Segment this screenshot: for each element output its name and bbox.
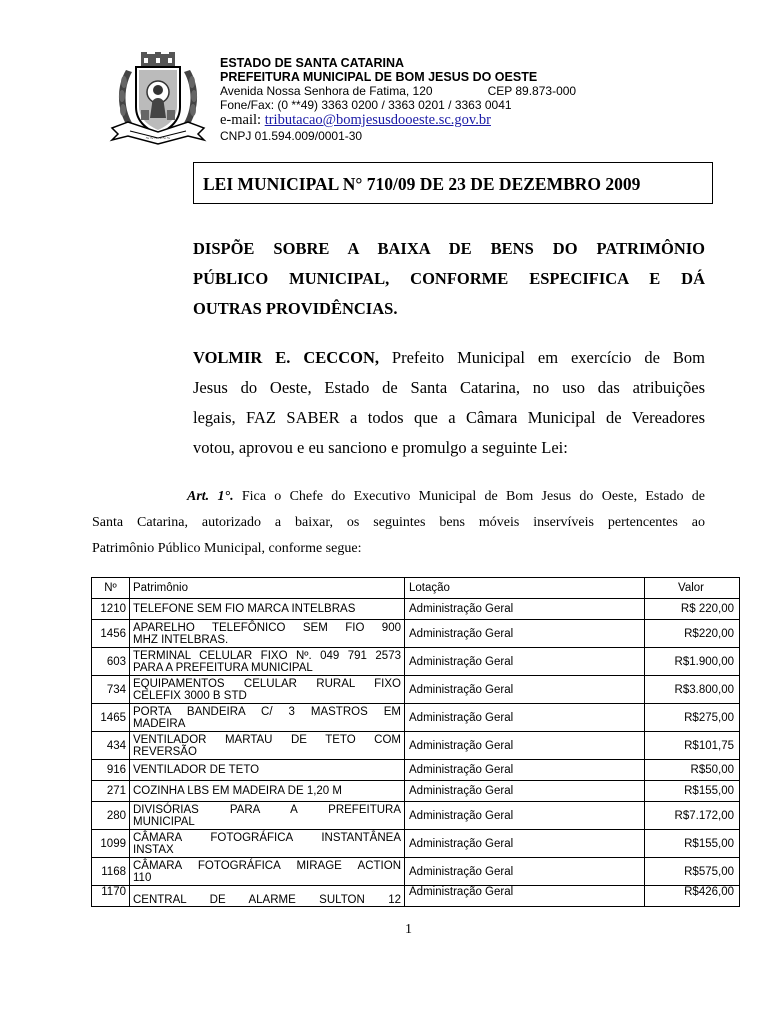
cell-location: Administração Geral [405,760,645,781]
phone-line: Fone/Fax: (0 **49) 3363 0200 / 3363 0201 / 3363 0041 [220,98,512,112]
cell-value: R$50,00 [645,760,740,781]
header-value: Valor [645,578,740,599]
ementa-line: PÚBLICO MUNICIPAL, CONFORME ESPECIFICA E DÁ [193,269,705,288]
cell-num: 1168 [92,858,130,886]
cell-item-line: MUNICIPAL [133,815,195,828]
cell-value: R$3.800,00 [645,676,740,704]
table-row [92,781,740,802]
cell-num: 1210 [92,599,130,620]
cell-item [130,648,405,676]
cell-item [130,704,405,732]
cell-location: Administração Geral [405,830,645,858]
preamble-line: votou, aprovou e eu sanciono e promulgo a seguinte Lei: [193,438,568,457]
cell-num: 1456 [92,620,130,648]
state-name: ESTADO DE SANTA CATARINA [220,56,405,70]
cell-item [130,830,405,858]
ementa-line: DISPÕE SOBRE A BAIXA DE BENS DO PATRIMÔNIO [193,239,705,258]
preamble [193,343,705,463]
preamble-line: legais, FAZ SABER a todos que a Câmara Municipal de Vereadores [193,408,705,427]
cell-item-line: PORTA BANDEIRA C/ 3 MASTROS EM [133,705,401,718]
table-row [92,802,740,830]
cell-location: Administração Geral [405,620,645,648]
email-label: e-mail: [220,112,265,128]
cell-item [130,886,405,907]
cep: CEP 89.873-000 [487,84,577,98]
email-link[interactable]: tributacao@bomjesusdooeste.sc.gov.br [264,112,491,128]
cell-location: Administração Geral [405,704,645,732]
table-row [92,760,740,781]
cell-item-line: TERMINAL CELULAR FIXO Nº. 049 791 2573 [133,649,401,662]
header-item: Patrimônio [130,578,405,599]
table-row [92,676,740,704]
cell-item-line: 110 [133,871,152,884]
cell-num: 434 [92,732,130,760]
cell-item-line: COZINHA LBS EM MADEIRA DE 1,20 M [133,785,342,797]
table-row [92,858,740,886]
cell-num: 1170 [92,886,130,907]
cell-item-line: MADEIRA [133,717,186,730]
cell-value: R$7.172,00 [645,802,740,830]
table-row [92,599,740,620]
cell-item-line: TELEFONE SEM FIO MARCA INTELBRAS [133,603,356,615]
cell-num: 1099 [92,830,130,858]
address: Avenida Nossa Senhora de Fatima, 120 [220,84,433,98]
cell-location: Administração Geral [405,802,645,830]
table-row [92,830,740,858]
cnpj-line: CNPJ 01.594.009/0001-30 [220,129,363,143]
svg-text:~~~~~~: ~~~~~~ [145,136,171,142]
cell-location: Administração Geral [405,858,645,886]
cell-value: R$426,00 [645,886,740,907]
cell-location: Administração Geral [405,599,645,620]
table-header-row [92,578,740,599]
cell-location: Administração Geral [405,676,645,704]
cell-item [130,732,405,760]
cell-location: Administração Geral [405,886,645,907]
letterhead [220,56,576,143]
cell-item-line: VENTILADOR MARTAU DE TETO COM [133,733,401,746]
cell-item [130,620,405,648]
cell-item-line: CELEFIX 3000 B STD [133,689,247,702]
coat-of-arms-icon [108,52,208,148]
cell-location: Administração Geral [405,732,645,760]
cell-item-line: CÂMARA FOTOGRÁFICA MIRAGE ACTION [133,859,401,872]
preamble-line: VOLMIR E. CECCON, Prefeito Municipal em exercício de Bom [193,348,705,367]
cell-item-line: DIVISÓRIAS PARA A PREFEITURA [133,803,401,816]
cell-location: Administração Geral [405,781,645,802]
cell-item-line: MHZ INTELBRAS. [133,633,229,646]
cell-num: 603 [92,648,130,676]
email-line [220,112,576,129]
article-line: Patrimônio Público Municipal, conforme segue: [92,541,362,556]
page-number: 1 [405,922,412,937]
cell-item-line: APARELHO TELEFÔNICO SEM FIO 900 [133,621,401,634]
cell-item-line: CÂMARA FOTOGRÁFICA INSTANTÂNEA [133,831,401,844]
ementa-line: OUTRAS PROVIDÊNCIAS. [193,299,398,318]
cell-item [130,676,405,704]
cell-item [130,781,405,802]
cell-num: 280 [92,802,130,830]
cell-num: 916 [92,760,130,781]
cell-value: R$ 220,00 [645,599,740,620]
cell-value: R$1.900,00 [645,648,740,676]
preamble-line: Jesus do Oeste, Estado de Santa Catarina, no uso das atribuições [193,378,705,397]
cell-item-line: EQUIPAMENTOS CELULAR RURAL FIXO [133,677,401,690]
cell-item [130,760,405,781]
header-location: Lotação [405,578,645,599]
header-num: Nº [92,578,130,599]
law-title: LEI MUNICIPAL N° 710/09 DE 23 DE DEZEMBRO 2009 [193,162,713,204]
cell-item-line: INSTAX [133,843,174,856]
article-line: Art. 1°. Fica o Chefe do Executivo Municipal de Bom Jesus do Oeste, Estado de [187,489,705,504]
mayor-name: VOLMIR E. CECCON, [193,348,379,367]
cell-num: 734 [92,676,130,704]
ementa [193,234,705,324]
article-1 [92,484,705,562]
cell-num: 271 [92,781,130,802]
table-row [92,886,740,907]
cell-num: 1465 [92,704,130,732]
cell-value: R$155,00 [645,781,740,802]
cell-item-line: REVERSÃO [133,745,197,758]
cell-item [130,802,405,830]
cell-item [130,858,405,886]
assets-table [91,577,740,907]
cell-item-line: VENTILADOR DE TETO [133,764,260,776]
table-row [92,704,740,732]
cell-item-line: CENTRAL DE ALARME SULTON 12 [133,894,401,906]
cell-value: R$220,00 [645,620,740,648]
table-row [92,732,740,760]
cell-value: R$575,00 [645,858,740,886]
prefecture-name: PREFEITURA MUNICIPAL DE BOM JESUS DO OESTE [220,70,538,84]
table-row [92,620,740,648]
cell-value: R$275,00 [645,704,740,732]
address-line [220,84,576,98]
cell-item [130,599,405,620]
table-row [92,648,740,676]
cell-location: Administração Geral [405,648,645,676]
cell-item-line: PARA A PREFEITURA MUNICIPAL [133,661,313,674]
article-label: Art. 1°. [187,489,234,504]
cell-value: R$101,75 [645,732,740,760]
cell-value: R$155,00 [645,830,740,858]
article-line: Santa Catarina, autorizado a baixar, os seguintes bens móveis inservíveis pertencentes ao [92,515,705,530]
